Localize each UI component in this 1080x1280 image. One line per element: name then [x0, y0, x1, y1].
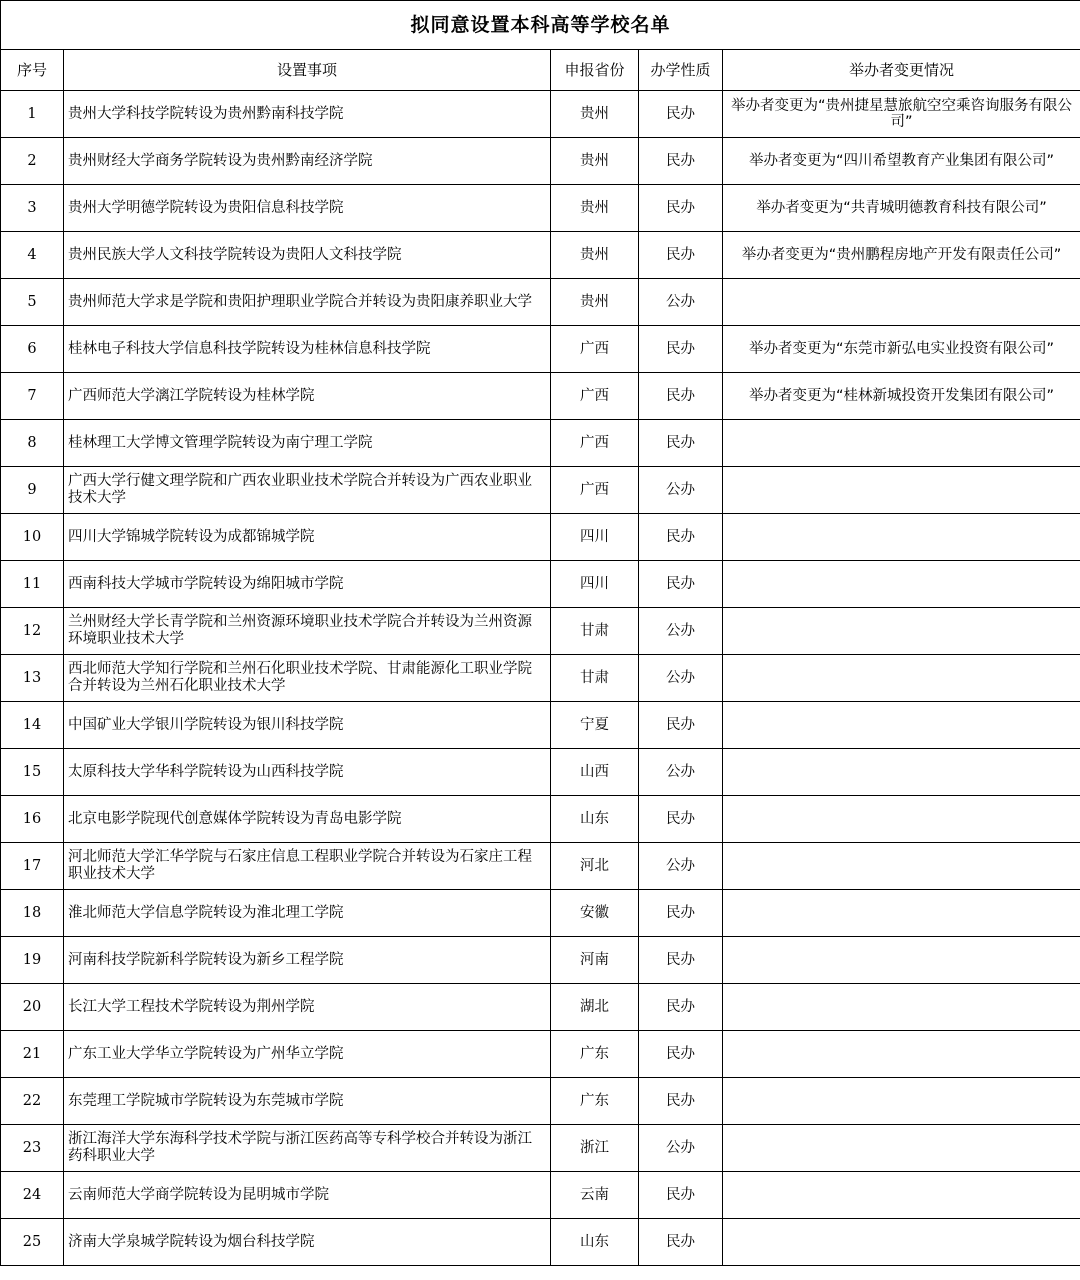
cell-serial-number: 10 [1, 514, 64, 561]
cell-school-type: 民办 [639, 91, 723, 138]
cell-setup-item: 长江大学工程技术学院转设为荆州学院 [64, 984, 551, 1031]
table-row [1, 749, 1080, 796]
cell-serial-number: 12 [1, 608, 64, 655]
table-row [1, 890, 1080, 937]
cell-sponsor-change [723, 514, 1080, 561]
cell-setup-item: 北京电影学院现代创意媒体学院转设为青岛电影学院 [64, 796, 551, 843]
table-row [1, 185, 1080, 232]
table-row [1, 91, 1080, 138]
table-row [1, 655, 1080, 702]
cell-sponsor-change [723, 467, 1080, 514]
cell-setup-item: 广东工业大学华立学院转设为广州华立学院 [64, 1031, 551, 1078]
table-title: 拟同意设置本科高等学校名单 [1, 1, 1080, 50]
cell-setup-item: 贵州大学科技学院转设为贵州黔南科技学院 [64, 91, 551, 138]
cell-province: 广西 [551, 420, 639, 467]
table-row [1, 984, 1080, 1031]
table-row [1, 796, 1080, 843]
cell-province: 山东 [551, 1219, 639, 1266]
table-row [1, 608, 1080, 655]
cell-school-type: 民办 [639, 373, 723, 420]
cell-serial-number: 5 [1, 279, 64, 326]
cell-sponsor-change: 举办者变更为“桂林新城投资开发集团有限公司” [723, 373, 1080, 420]
cell-school-type: 民办 [639, 796, 723, 843]
cell-school-type: 民办 [639, 890, 723, 937]
cell-sponsor-change [723, 890, 1080, 937]
cell-province: 甘肃 [551, 655, 639, 702]
cell-province: 山西 [551, 749, 639, 796]
cell-serial-number: 3 [1, 185, 64, 232]
cell-sponsor-change [723, 1031, 1080, 1078]
cell-sponsor-change: 举办者变更为“四川希望教育产业集团有限公司” [723, 138, 1080, 185]
cell-province: 广东 [551, 1031, 639, 1078]
cell-serial-number: 22 [1, 1078, 64, 1125]
cell-sponsor-change [723, 561, 1080, 608]
cell-province: 广西 [551, 467, 639, 514]
cell-setup-item: 贵州大学明德学院转设为贵阳信息科技学院 [64, 185, 551, 232]
cell-school-type: 公办 [639, 467, 723, 514]
cell-sponsor-change [723, 655, 1080, 702]
cell-setup-item: 四川大学锦城学院转设为成都锦城学院 [64, 514, 551, 561]
table-row [1, 467, 1080, 514]
cell-sponsor-change [723, 608, 1080, 655]
cell-serial-number: 8 [1, 420, 64, 467]
table-row [1, 1125, 1080, 1172]
cell-serial-number: 13 [1, 655, 64, 702]
cell-school-type: 公办 [639, 655, 723, 702]
cell-school-type: 民办 [639, 232, 723, 279]
table-row [1, 420, 1080, 467]
cell-setup-item: 兰州财经大学长青学院和兰州资源环境职业技术学院合并转设为兰州资源环境职业技术大学 [64, 608, 551, 655]
cell-serial-number: 24 [1, 1172, 64, 1219]
cell-sponsor-change [723, 1172, 1080, 1219]
cell-sponsor-change [723, 279, 1080, 326]
cell-school-type: 公办 [639, 843, 723, 890]
cell-sponsor-change: 举办者变更为“东莞市新弘电实业投资有限公司” [723, 326, 1080, 373]
cell-sponsor-change [723, 749, 1080, 796]
cell-province: 贵州 [551, 185, 639, 232]
cell-serial-number: 20 [1, 984, 64, 1031]
cell-serial-number: 2 [1, 138, 64, 185]
cell-sponsor-change [723, 937, 1080, 984]
table-row [1, 1078, 1080, 1125]
table-row [1, 514, 1080, 561]
cell-sponsor-change: 举办者变更为“共青城明德教育科技有限公司” [723, 185, 1080, 232]
cell-school-type: 民办 [639, 420, 723, 467]
cell-serial-number: 16 [1, 796, 64, 843]
table-row [1, 279, 1080, 326]
cell-setup-item: 中国矿业大学银川学院转设为银川科技学院 [64, 702, 551, 749]
cell-serial-number: 25 [1, 1219, 64, 1266]
cell-province: 甘肃 [551, 608, 639, 655]
cell-serial-number: 23 [1, 1125, 64, 1172]
cell-sponsor-change [723, 796, 1080, 843]
cell-province: 贵州 [551, 138, 639, 185]
cell-school-type: 民办 [639, 1078, 723, 1125]
cell-sponsor-change [723, 1219, 1080, 1266]
header-sponsor-change: 举办者变更情况 [723, 50, 1080, 91]
cell-school-type: 民办 [639, 326, 723, 373]
cell-setup-item: 贵州财经大学商务学院转设为贵州黔南经济学院 [64, 138, 551, 185]
table-row [1, 937, 1080, 984]
table-row [1, 561, 1080, 608]
cell-sponsor-change [723, 843, 1080, 890]
cell-school-type: 民办 [639, 1219, 723, 1266]
cell-serial-number: 19 [1, 937, 64, 984]
cell-school-type: 公办 [639, 608, 723, 655]
cell-school-type: 民办 [639, 937, 723, 984]
cell-serial-number: 21 [1, 1031, 64, 1078]
cell-province: 贵州 [551, 91, 639, 138]
cell-setup-item: 西南科技大学城市学院转设为绵阳城市学院 [64, 561, 551, 608]
table-row [1, 702, 1080, 749]
cell-province: 贵州 [551, 232, 639, 279]
cell-setup-item: 桂林电子科技大学信息科技学院转设为桂林信息科技学院 [64, 326, 551, 373]
cell-setup-item: 浙江海洋大学东海科学技术学院与浙江医药高等专科学校合并转设为浙江药科职业大学 [64, 1125, 551, 1172]
table-row [1, 138, 1080, 185]
cell-serial-number: 7 [1, 373, 64, 420]
cell-school-type: 公办 [639, 1125, 723, 1172]
cell-setup-item: 云南师范大学商学院转设为昆明城市学院 [64, 1172, 551, 1219]
table-row [1, 1219, 1080, 1266]
cell-setup-item: 济南大学泉城学院转设为烟台科技学院 [64, 1219, 551, 1266]
cell-setup-item: 太原科技大学华科学院转设为山西科技学院 [64, 749, 551, 796]
cell-serial-number: 14 [1, 702, 64, 749]
cell-serial-number: 11 [1, 561, 64, 608]
cell-province: 山东 [551, 796, 639, 843]
cell-sponsor-change [723, 984, 1080, 1031]
cell-serial-number: 18 [1, 890, 64, 937]
cell-serial-number: 6 [1, 326, 64, 373]
cell-setup-item: 淮北师范大学信息学院转设为淮北理工学院 [64, 890, 551, 937]
cell-school-type: 民办 [639, 561, 723, 608]
table-row [1, 326, 1080, 373]
table-row [1, 1031, 1080, 1078]
cell-sponsor-change [723, 420, 1080, 467]
cell-province: 河南 [551, 937, 639, 984]
cell-setup-item: 桂林理工大学博文管理学院转设为南宁理工学院 [64, 420, 551, 467]
cell-serial-number: 15 [1, 749, 64, 796]
cell-sponsor-change: 举办者变更为“贵州鹏程房地产开发有限责任公司” [723, 232, 1080, 279]
cell-school-type: 民办 [639, 514, 723, 561]
cell-serial-number: 1 [1, 91, 64, 138]
cell-school-type: 民办 [639, 702, 723, 749]
cell-school-type: 民办 [639, 185, 723, 232]
cell-province: 广西 [551, 326, 639, 373]
cell-setup-item: 广西师范大学漓江学院转设为桂林学院 [64, 373, 551, 420]
cell-sponsor-change [723, 1078, 1080, 1125]
cell-school-type: 公办 [639, 749, 723, 796]
table-row [1, 373, 1080, 420]
cell-province: 广东 [551, 1078, 639, 1125]
header-setup-item: 设置事项 [64, 50, 551, 91]
header-province: 申报省份 [551, 50, 639, 91]
cell-setup-item: 河南科技学院新科学院转设为新乡工程学院 [64, 937, 551, 984]
header-school-type: 办学性质 [639, 50, 723, 91]
cell-setup-item: 贵州师范大学求是学院和贵阳护理职业学院合并转设为贵阳康养职业大学 [64, 279, 551, 326]
cell-setup-item: 贵州民族大学人文科技学院转设为贵阳人文科技学院 [64, 232, 551, 279]
cell-province: 云南 [551, 1172, 639, 1219]
cell-school-type: 民办 [639, 1031, 723, 1078]
table-row [1, 232, 1080, 279]
cell-province: 四川 [551, 561, 639, 608]
cell-setup-item: 河北师范大学汇华学院与石家庄信息工程职业学院合并转设为石家庄工程职业技术大学 [64, 843, 551, 890]
cell-province: 浙江 [551, 1125, 639, 1172]
cell-province: 广西 [551, 373, 639, 420]
cell-province: 四川 [551, 514, 639, 561]
table-body [1, 91, 1080, 1266]
cell-setup-item: 东莞理工学院城市学院转设为东莞城市学院 [64, 1078, 551, 1125]
table-row [1, 843, 1080, 890]
cell-sponsor-change [723, 702, 1080, 749]
table-row [1, 1172, 1080, 1219]
cell-serial-number: 4 [1, 232, 64, 279]
cell-sponsor-change [723, 1125, 1080, 1172]
cell-province: 宁夏 [551, 702, 639, 749]
cell-setup-item: 广西大学行健文理学院和广西农业职业技术学院合并转设为广西农业职业技术大学 [64, 467, 551, 514]
cell-sponsor-change: 举办者变更为“贵州捷星慧旅航空空乘咨询服务有限公司” [723, 91, 1080, 138]
cell-serial-number: 17 [1, 843, 64, 890]
cell-province: 贵州 [551, 279, 639, 326]
cell-province: 安徽 [551, 890, 639, 937]
cell-setup-item: 西北师范大学知行学院和兰州石化职业技术学院、甘肃能源化工职业学院合并转设为兰州石化职业技术大学 [64, 655, 551, 702]
cell-school-type: 民办 [639, 984, 723, 1031]
cell-province: 湖北 [551, 984, 639, 1031]
cell-school-type: 公办 [639, 279, 723, 326]
cell-school-type: 民办 [639, 138, 723, 185]
cell-serial-number: 9 [1, 467, 64, 514]
header-serial-number: 序号 [1, 50, 64, 91]
cell-school-type: 民办 [639, 1172, 723, 1219]
cell-province: 河北 [551, 843, 639, 890]
